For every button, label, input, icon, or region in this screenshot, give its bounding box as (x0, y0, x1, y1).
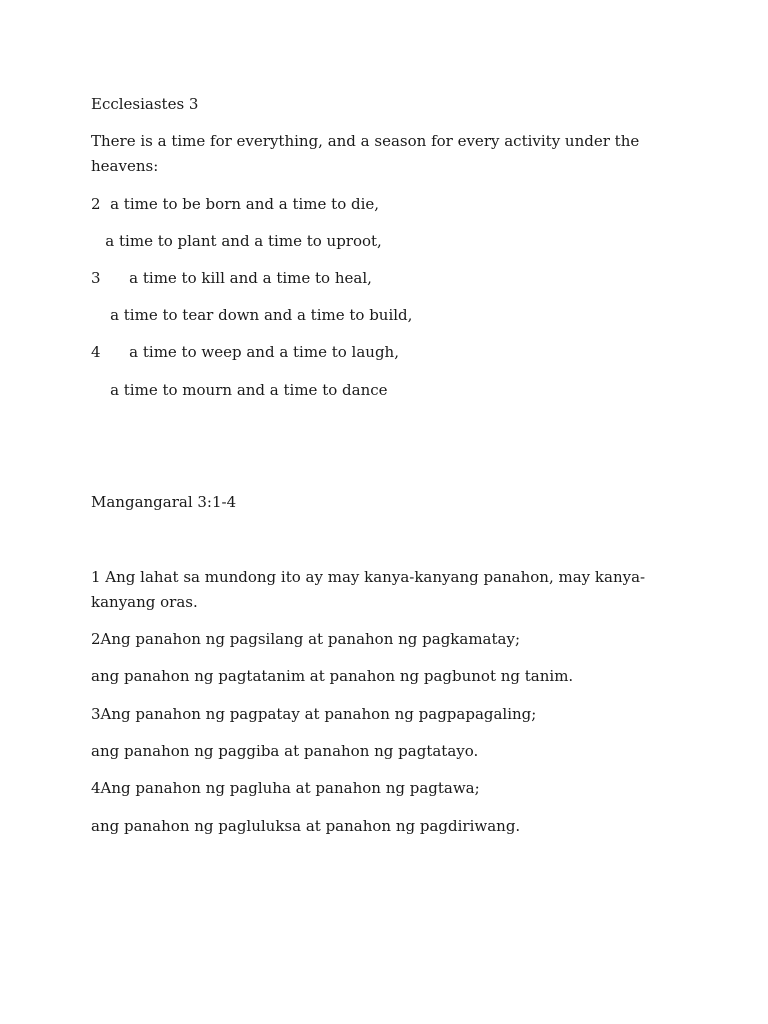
tagalog-verse-line: ang panahon ng pagtatanim at panahon ng pagbunot ng tanim. (91, 667, 574, 685)
english-verse-line: 2 a time to be born and a time to die, (91, 195, 380, 213)
english-intro: There is a time for everything, and a season for every activity under the heavens: (91, 132, 640, 175)
tagalog-verse-line: ang panahon ng paggiba at panahon ng pagtatayo. (91, 742, 479, 760)
english-verse-line: a time to plant and a time to uproot, (91, 232, 382, 250)
english-verse-line: 3 a time to kill and a time to heal, (91, 269, 372, 287)
english-verse-line: a time to mourn and a time to dance (91, 381, 388, 399)
english-verse-line: a time to tear down and a time to build, (91, 306, 413, 324)
tagalog-verse-line: ang panahon ng pagluluksa at panahon ng pagdiriwang. (91, 817, 521, 835)
tagalog-heading: Mangangaral 3:1-4 (91, 493, 237, 511)
tagalog-verse-line: 3Ang panahon ng pagpatay at panahon ng pagpapagaling; (91, 705, 537, 723)
tagalog-verse-line: 2Ang panahon ng pagsilang at panahon ng pagkamatay; (91, 630, 521, 648)
tagalog-intro: 1 Ang lahat sa mundong ito ay may kanya-kanyang panahon, may kanya-kanyang oras. (91, 568, 646, 611)
tagalog-verse-line: 4Ang panahon ng pagluha at panahon ng pagtawa; (91, 779, 480, 797)
english-verse-line: 4 a time to weep and a time to laugh, (91, 343, 399, 361)
english-heading: Ecclesiastes 3 (91, 95, 199, 113)
